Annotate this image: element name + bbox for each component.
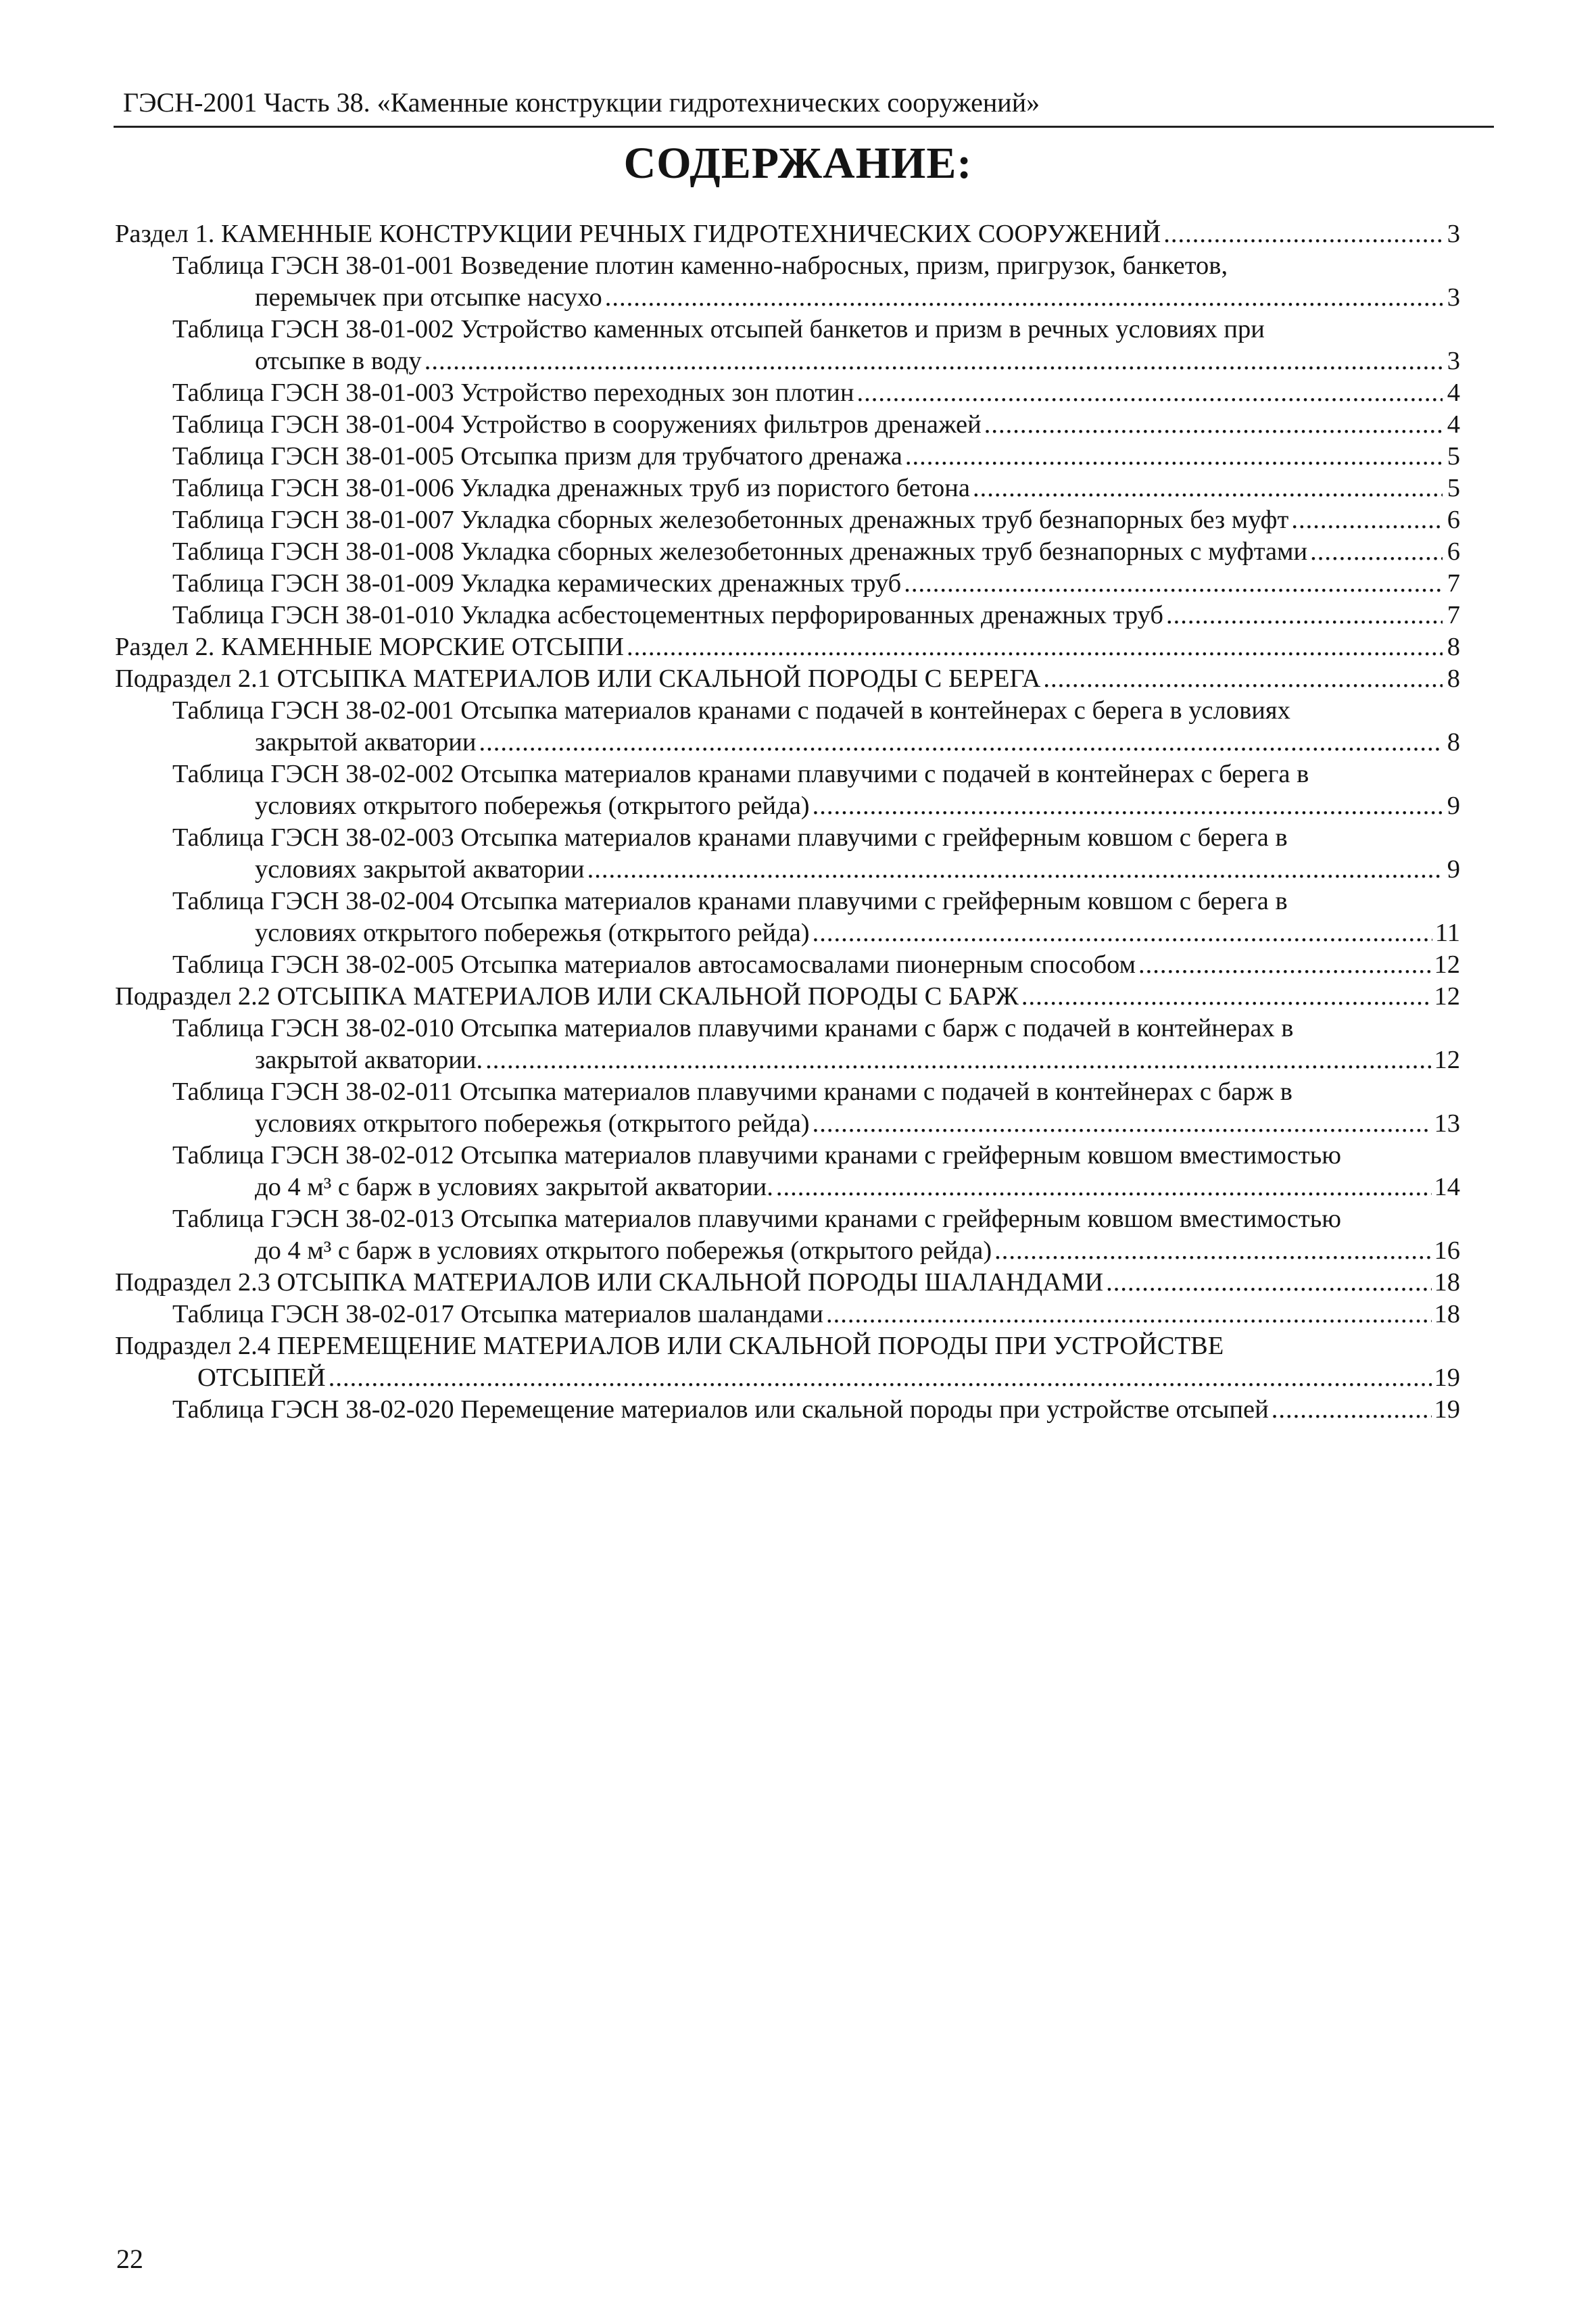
toc-page-number: 6 <box>1447 506 1460 534</box>
toc-entry-text: Таблица ГЭСН 38-01-005 Отсыпка призм для трубчатого дренажа <box>172 442 902 471</box>
toc-entry-table-38-01-003[interactable] <box>172 377 1460 409</box>
toc-entry-text: Таблица ГЭСН 38-01-002 Устройство каменных отсыпей банкетов и призм в речных условиях при <box>172 315 1265 343</box>
toc-page-number: 19 <box>1434 1364 1460 1392</box>
toc-entry-text: Таблица ГЭСН 38-01-001 Возведение плотин каменно-набросных, призм, пригрузок, банкетов, <box>172 251 1228 280</box>
toc-page-number: 3 <box>1447 283 1460 312</box>
dot-leader <box>1043 663 1443 695</box>
dot-leader <box>905 441 1443 473</box>
toc-entry-table-38-02-003[interactable] <box>172 822 1460 886</box>
toc-entry-text: Таблица ГЭСН 38-02-013 Отсыпка материалов плавучими кранами с грейферным ковшом вместимостью <box>172 1205 1342 1233</box>
toc-entry-text: Таблица ГЭСН 38-01-010 Укладка асбестоцементных перфорированных дренажных труб <box>172 601 1163 629</box>
dot-leader <box>1138 949 1431 981</box>
toc-entry-text: Таблица ГЭСН 38-02-001 Отсыпка материалов кранами с подачей в контейнерах с берега в условиях <box>172 696 1290 725</box>
toc-entry-table-38-02-020[interactable] <box>172 1394 1460 1426</box>
toc-entry-text-continued: условиях закрытой акватории <box>255 855 585 884</box>
dot-leader <box>425 345 1443 377</box>
toc-entry-text-continued: перемычек при отсыпке насухо <box>255 283 602 312</box>
toc-entry-text: Раздел 1. КАМЕННЫЕ КОНСТРУКЦИИ РЕЧНЫХ ГИДРОТЕХНИЧЕСКИХ СООРУЖЕНИЙ <box>115 220 1161 248</box>
toc-entry-section-2[interactable] <box>115 631 1460 663</box>
toc-page-number: 13 <box>1434 1109 1460 1138</box>
dot-leader <box>485 1044 1431 1076</box>
toc-page-number: 5 <box>1447 442 1460 471</box>
toc-entry-section-1[interactable] <box>115 218 1460 250</box>
toc-page-number: 16 <box>1434 1236 1460 1265</box>
toc-entry-text: Подраздел 2.2 ОТСЫПКА МАТЕРИАЛОВ ИЛИ СКАЛЬНОЙ ПОРОДЫ С БАРЖ <box>115 982 1019 1011</box>
dot-leader <box>856 377 1443 409</box>
toc-entry-text: Таблица ГЭСН 38-01-009 Укладка керамических дренажных труб <box>172 569 902 598</box>
toc-entry-table-38-02-002[interactable] <box>172 758 1460 822</box>
toc-entry-table-38-01-002[interactable] <box>172 314 1460 377</box>
toc-entry-text: Таблица ГЭСН 38-02-017 Отсыпка материалов шаландами <box>172 1300 823 1328</box>
toc-entry-text-continued: закрытой акватории <box>255 728 477 756</box>
dot-leader <box>813 917 1432 949</box>
dot-leader <box>627 631 1443 663</box>
toc-entry-text: Таблица ГЭСН 38-02-002 Отсыпка материалов кранами плавучими с подачей в контейнерах с берега в <box>172 760 1309 788</box>
toc-page-number: 12 <box>1434 1046 1460 1074</box>
dot-leader <box>1163 218 1443 250</box>
toc-page-number: 5 <box>1447 474 1460 502</box>
toc-entry-text: Таблица ГЭСН 38-01-008 Укладка сборных железобетонных дренажных труб безнапорных с муфтами <box>172 537 1308 566</box>
dot-leader <box>1310 536 1443 568</box>
page-number: 22 <box>116 2244 143 2274</box>
toc-entry-table-38-01-005[interactable] <box>172 441 1460 473</box>
toc-entry-subsection-2-2[interactable] <box>115 981 1460 1013</box>
toc-page-number: 11 <box>1434 919 1460 947</box>
toc-entry-table-38-01-009[interactable] <box>172 568 1460 600</box>
toc-entry-text-continued: закрытой акватории. <box>255 1046 483 1074</box>
table-of-contents <box>115 218 1460 1426</box>
toc-entry-text-continued: условиях открытого побережья (открытого рейда) <box>255 1109 810 1138</box>
toc-entry-text-continued: до 4 м³ с барж в условиях закрытой акватории. <box>255 1173 773 1201</box>
toc-entry-table-38-01-010[interactable] <box>172 600 1460 631</box>
toc-page-number: 9 <box>1447 855 1460 884</box>
dot-leader <box>605 282 1443 314</box>
dot-leader <box>813 790 1443 822</box>
dot-leader <box>776 1172 1432 1203</box>
dot-leader <box>1291 504 1443 536</box>
toc-page-number: 4 <box>1447 379 1460 407</box>
toc-entry-table-38-01-006[interactable] <box>172 473 1460 504</box>
toc-entry-text: Таблица ГЭСН 38-01-003 Устройство переходных зон плотин <box>172 379 854 407</box>
dot-leader <box>904 568 1443 600</box>
toc-entry-text: Таблица ГЭСН 38-02-011 Отсыпка материалов плавучими кранами с подачей в контейнерах с барж в <box>172 1078 1292 1106</box>
toc-page-number: 8 <box>1447 728 1460 756</box>
toc-entry-text: Таблица ГЭСН 38-02-003 Отсыпка материалов кранами плавучими с грейферным ковшом с берега в <box>172 823 1288 852</box>
toc-page-number: 7 <box>1447 601 1460 629</box>
toc-entry-text-continued: ОТСЫПЕЙ <box>197 1364 326 1392</box>
toc-page-number: 7 <box>1447 569 1460 598</box>
dot-leader <box>587 854 1443 886</box>
header-rule <box>114 126 1494 128</box>
toc-entry-table-38-02-001[interactable] <box>172 695 1460 758</box>
toc-entry-text: Подраздел 2.4 ПЕРЕМЕЩЕНИЕ МАТЕРИАЛОВ ИЛИ СКАЛЬНОЙ ПОРОДЫ ПРИ УСТРОЙСТВЕ <box>115 1332 1224 1360</box>
toc-page-number: 4 <box>1447 410 1460 439</box>
toc-entry-table-38-02-004[interactable] <box>172 886 1460 949</box>
toc-entry-text: Таблица ГЭСН 38-02-005 Отсыпка материалов автосамосвалами пионерным способом <box>172 950 1136 979</box>
toc-entry-subsection-2-1[interactable] <box>115 663 1460 695</box>
dot-leader <box>813 1108 1432 1140</box>
toc-entry-text: Таблица ГЭСН 38-01-007 Укладка сборных железобетонных дренажных труб безнапорных без муфт <box>172 506 1289 534</box>
toc-page-number: 12 <box>1434 982 1460 1011</box>
dot-leader <box>826 1299 1432 1330</box>
dot-leader <box>1021 981 1432 1013</box>
toc-entry-text: Таблица ГЭСН 38-02-004 Отсыпка материалов кранами плавучими с грейферным ковшом с берега в <box>172 887 1288 915</box>
dot-leader <box>479 727 1443 758</box>
running-header: ГЭСН-2001 Часть 38. «Каменные конструкции гидротехнических сооружений» <box>123 87 1040 118</box>
toc-entry-table-38-02-011[interactable] <box>172 1076 1460 1140</box>
toc-page-number: 3 <box>1447 347 1460 375</box>
toc-page-number: 9 <box>1447 792 1460 820</box>
toc-entry-table-38-02-012[interactable] <box>172 1140 1460 1203</box>
dot-leader <box>994 1235 1431 1267</box>
toc-page-number: 12 <box>1434 950 1460 979</box>
toc-entry-table-38-01-007[interactable] <box>172 504 1460 536</box>
dot-leader <box>1272 1394 1432 1426</box>
toc-page-number: 19 <box>1434 1395 1460 1424</box>
dot-leader <box>1166 600 1443 631</box>
toc-entry-table-38-01-001[interactable] <box>172 250 1460 314</box>
toc-entry-text: Таблица ГЭСН 38-02-010 Отсыпка материалов плавучими кранами с барж с подачей в контейнерах в <box>172 1014 1294 1042</box>
dot-leader <box>1106 1267 1431 1299</box>
toc-entry-table-38-01-004[interactable] <box>172 409 1460 441</box>
toc-page-number: 14 <box>1434 1173 1460 1201</box>
toc-entry-text: Подраздел 2.1 ОТСЫПКА МАТЕРИАЛОВ ИЛИ СКАЛЬНОЙ ПОРОДЫ С БЕРЕГА <box>115 665 1041 693</box>
toc-entry-table-38-02-005[interactable] <box>172 949 1460 981</box>
toc-entry-text-continued: до 4 м³ с барж в условиях открытого побережья (открытого рейда) <box>255 1236 992 1265</box>
toc-entry-subsection-2-3[interactable] <box>115 1267 1460 1299</box>
toc-entry-table-38-01-008[interactable] <box>172 536 1460 568</box>
toc-entry-text-continued: условиях открытого побережья (открытого рейда) <box>255 919 810 947</box>
toc-entry-text: Таблица ГЭСН 38-01-006 Укладка дренажных труб из пористого бетона <box>172 474 971 502</box>
toc-page-number: 18 <box>1434 1268 1460 1297</box>
toc-page-number: 8 <box>1447 633 1460 661</box>
toc-page-number: 6 <box>1447 537 1460 566</box>
dot-leader <box>984 409 1443 441</box>
toc-entry-text: Раздел 2. КАМЕННЫЕ МОРСКИЕ ОТСЫПИ <box>115 633 624 661</box>
toc-title: СОДЕРЖАНИЕ: <box>623 139 973 188</box>
toc-entry-table-38-02-017[interactable] <box>172 1299 1460 1330</box>
toc-page-number: 3 <box>1447 220 1460 248</box>
toc-entry-text: Подраздел 2.3 ОТСЫПКА МАТЕРИАЛОВ ИЛИ СКАЛЬНОЙ ПОРОДЫ ШАЛАНДАМИ <box>115 1268 1104 1297</box>
toc-entry-text: Таблица ГЭСН 38-02-020 Перемещение материалов или скальной породы при устройстве отсыпей <box>172 1395 1269 1424</box>
toc-entry-table-38-02-013[interactable] <box>172 1203 1460 1267</box>
toc-entry-text: Таблица ГЭСН 38-02-012 Отсыпка материалов плавучими кранами с грейферным ковшом вместимостью <box>172 1141 1342 1169</box>
dot-leader <box>973 473 1443 504</box>
toc-page-number: 8 <box>1447 665 1460 693</box>
toc-entry-text-continued: отсыпке в воду <box>255 347 422 375</box>
toc-page-number: 18 <box>1434 1300 1460 1328</box>
toc-entry-table-38-02-010[interactable] <box>172 1013 1460 1076</box>
toc-entry-text: Таблица ГЭСН 38-01-004 Устройство в сооружениях фильтров дренажей <box>172 410 982 439</box>
toc-entry-subsection-2-4[interactable] <box>115 1330 1460 1394</box>
dot-leader <box>329 1362 1432 1394</box>
toc-entry-text-continued: условиях открытого побережья (открытого рейда) <box>255 792 810 820</box>
